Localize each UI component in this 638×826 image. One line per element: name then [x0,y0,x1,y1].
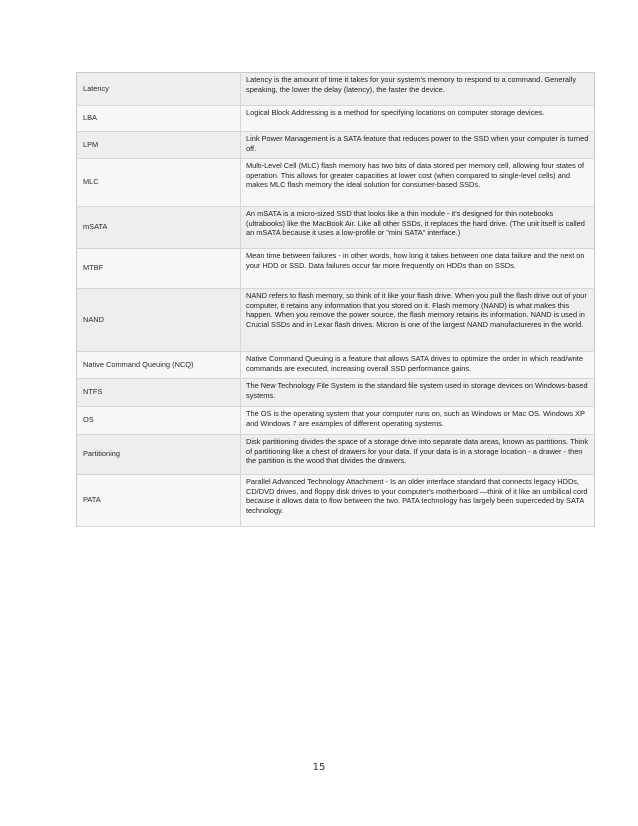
table-row [77,249,595,289]
glossary-term: NAND [77,289,241,352]
table-row [77,159,595,207]
glossary-definition: The OS is the operating system that your computer runs on, such as Windows or Mac OS. Windows XP and Windows 7 are examples of different operating systems. [241,407,595,435]
glossary-term: Partitioning [77,435,241,475]
glossary-definition: Disk partitioning divides the space of a storage drive into separate data areas, known as partitions. Think of partitioning like a chest of drawers for your data. If your data is in a storage location - a drawer - then the partition is the wood that divides the drawers. [241,435,595,475]
glossary-term: MTBF [77,249,241,289]
table-row [77,475,595,527]
glossary-term: MLC [77,159,241,207]
glossary-term: OS [77,407,241,435]
glossary-definition: Link Power Management is a SATA feature that reduces power to the SSD when your computer is turned off. [241,132,595,159]
table-row [77,407,595,435]
table-row [77,379,595,407]
glossary-definition: NAND refers to flash memory, so think of it like your flash drive. When you pull the flash drive out of your computer, it retains any information that you stored on it. Flash memory (NAND) is what makes this happen. When you remove the power source, the flash memory retains its information. NAND is used in Crucial SSDs and in Lexar flash drives. Micron is one of the largest NAND manufactureres in the world. [241,289,595,352]
glossary-term: Native Command Queuing (NCQ) [77,352,241,379]
glossary-term: LBA [77,106,241,132]
glossary-definition: Latency is the amount of time it takes for your system's memory to respond to a command. Generally speaking, the lower the delay (latency), the faster the device. [241,73,595,106]
glossary-term: LPM [77,132,241,159]
glossary-definition: The New Technology File System is the standard file system used in storage devices on Windows-based systems. [241,379,595,407]
table-row [77,132,595,159]
glossary-definition: Mean time between failures - in other words, how long it takes between one data failure and the next on your HDD or SSD. Data failures occur far more frequently on HDDs than on SSDs. [241,249,595,289]
table-row [77,207,595,249]
table-row [77,73,595,106]
glossary-term: PATA [77,475,241,527]
table-row [77,106,595,132]
table-row [77,435,595,475]
glossary-term: mSATA [77,207,241,249]
glossary-term: Latency [77,73,241,106]
glossary-definition: Logical Block Addressing is a method for specifying locations on computer storage devices. [241,106,595,132]
glossary-definition: Multi-Level Cell (MLC) flash memory has two bits of data stored per memory cell, allowing four states of operation. This allows for greater capacities at lower cost (when compared to single-level cells) and makes MLC flash memory the ideal solution for consumer-based SSDs. [241,159,595,207]
glossary-table [76,72,595,527]
glossary-definition: Native Command Queuing is a feature that allows SATA drives to optimize the order in which read/write commands are executed, increasing overall SSD performance gains. [241,352,595,379]
glossary-definition: An mSATA is a micro-sized SSD that looks like a thin module - it's designed for thin notebooks (ultrabooks) like the MacBook Air. Like all other SSDs, it replaces the hard drive. (The unit itself is called an mSATA because it uses a low-profile or "mini SATA" interface.) [241,207,595,249]
glossary-term: NTFS [77,379,241,407]
table-row [77,352,595,379]
glossary-definition: Parallel Advanced Technology Attachment - Is an older interface standard that connects legacy HDDs, CD/DVD drives, and floppy disk drives to your computer's motherboard —think of it like an umbilical cord because it allows data to flow between the two. PATA technology has largely been superceded by SATA technology. [241,475,595,527]
table-row [77,289,595,352]
page-number: 15 [312,762,326,773]
